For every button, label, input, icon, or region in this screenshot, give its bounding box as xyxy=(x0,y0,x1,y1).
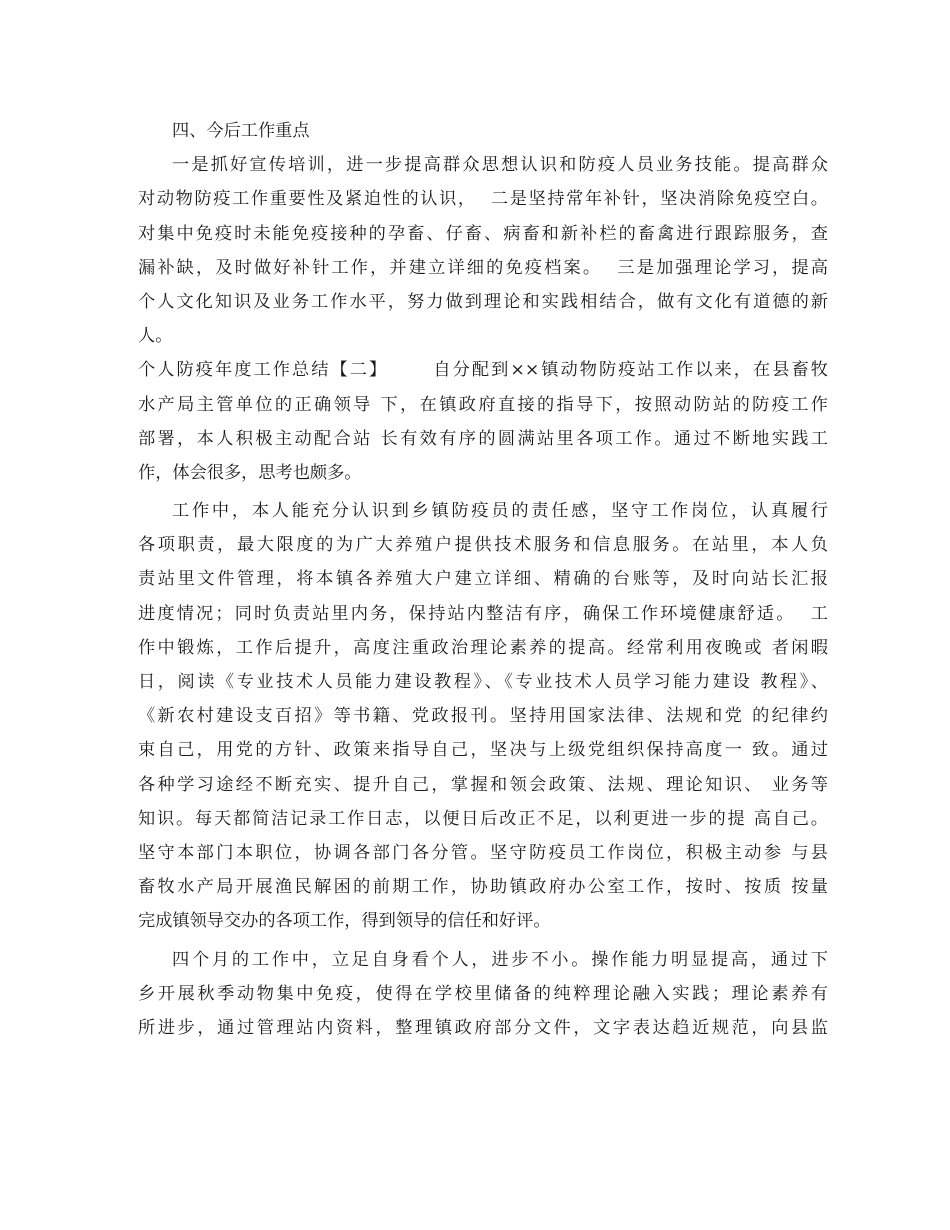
paragraph-line: 各项职责，最大限度的为广大养殖户提供技术服务和信息服务。在站里，本人负 xyxy=(138,535,828,556)
paragraph-1 xyxy=(138,148,828,353)
paragraph-line: 乡开展秋季动物集中免疫，使得在学校里储备的纯粹理论融入实践；理论素养有 xyxy=(138,983,828,1004)
paragraph-line: 日，阅读《专业技术人员能力建设教程》、《专业技术人员学习能力建设 教程》、 xyxy=(138,672,828,692)
paragraph-4 xyxy=(138,943,828,1046)
paragraph-line: 漏补缺，及时做好补针工作，并建立详细的免疫档案。 三是加强理论学习，提高 xyxy=(138,257,828,278)
paragraph-line: 人。 xyxy=(138,326,173,347)
paragraph-line: 工作中，本人能充分认识到乡镇防疫员的责任感，坚守工作岗位，认真履行 xyxy=(172,501,828,522)
paragraph-line: 四个月的工作中，立足自身看个人，进步不小。操作能力明显提高，通过下 xyxy=(172,949,828,970)
paragraph-line: 水产局主管单位的正确领导 下，在镇政府直接的指导下，按照动防站的防疫工作 xyxy=(138,394,828,415)
paragraph-line: 知识。每天都简洁记录工作日志，以便日后改正不足，以利更进一步的提 高自己。 xyxy=(138,808,828,829)
paragraph-line: 《新农村建设支百招》等书籍、党政报刊。坚持用国家法律、法规和党 的纪律约 xyxy=(138,706,828,727)
paragraph-line: 坚守本部门本职位，协调各部门各分管。坚守防疫员工作岗位，积极主动参 与县 xyxy=(138,842,828,863)
document-body xyxy=(138,114,828,1045)
paragraph-line: 一是抓好宣传培训，进一步提高群众思想认识和防疫人员业务技能。提高群众 xyxy=(172,155,828,176)
section-heading: 四、今后工作重点 xyxy=(172,121,310,141)
paragraph-line: 对集中免疫时未能免疫接种的孕畜、仔畜、病畜和新补栏的畜禽进行跟踪服务，查 xyxy=(138,223,828,244)
paragraph-line: 部署，本人积极主动配合站 长有效有序的圆满站里各项工作。通过不断地实践工 xyxy=(138,428,828,449)
paragraph-2 xyxy=(138,353,828,490)
paragraph-line: 束自己，用党的方针、政策来指导自己，坚决与上级党组织保持高度一 致。通过 xyxy=(138,740,828,761)
paragraph-line: 对动物防疫工作重要性及紧迫性的认识， 二是坚持常年补针，坚决消除免疫空白。 xyxy=(138,189,828,210)
paragraph-line: 完成镇领导交办的各项工作，得到领导的信任和好评。 xyxy=(138,911,551,932)
paragraph-line: 畜牧水产局开展渔民解困的前期工作，协助镇政府办公室工作，按时、按质 按量 xyxy=(138,877,828,898)
paragraph-line: 责站里文件管理，将本镇各养殖大户建立详细、精确的台账等，及时向站长汇报 xyxy=(138,569,828,590)
paragraph-line: 作中锻炼，工作后提升，高度注重政治理论素养的提高。经常利用夜晚或 者闲暇 xyxy=(138,637,828,658)
paragraph-line: 各种学习途经不断充实、提升自己，掌握和领会政策、法规、理论知识、 业务等 xyxy=(138,774,828,795)
paragraph-line: 进度情况；同时负责站里内务，保持站内整洁有序，确保工作环境健康舒适。 工 xyxy=(138,603,828,624)
paragraph-3 xyxy=(138,494,828,938)
paragraph-line: 所进步，通过管理站内资料，整理镇政府部分文件，文字表达趋近规范，向县监 xyxy=(138,1017,828,1038)
paragraph-line: 个人防疫年度工作总结【二】 自分配到××镇动物防疫站工作以来，在县畜牧 xyxy=(138,360,828,381)
paragraph-line: 个人文化知识及业务工作水平，努力做到理论和实践相结合，做有文化有道德的新 xyxy=(138,291,828,312)
paragraph-line: 作，体会很多，思考也颇多。 xyxy=(138,462,362,483)
